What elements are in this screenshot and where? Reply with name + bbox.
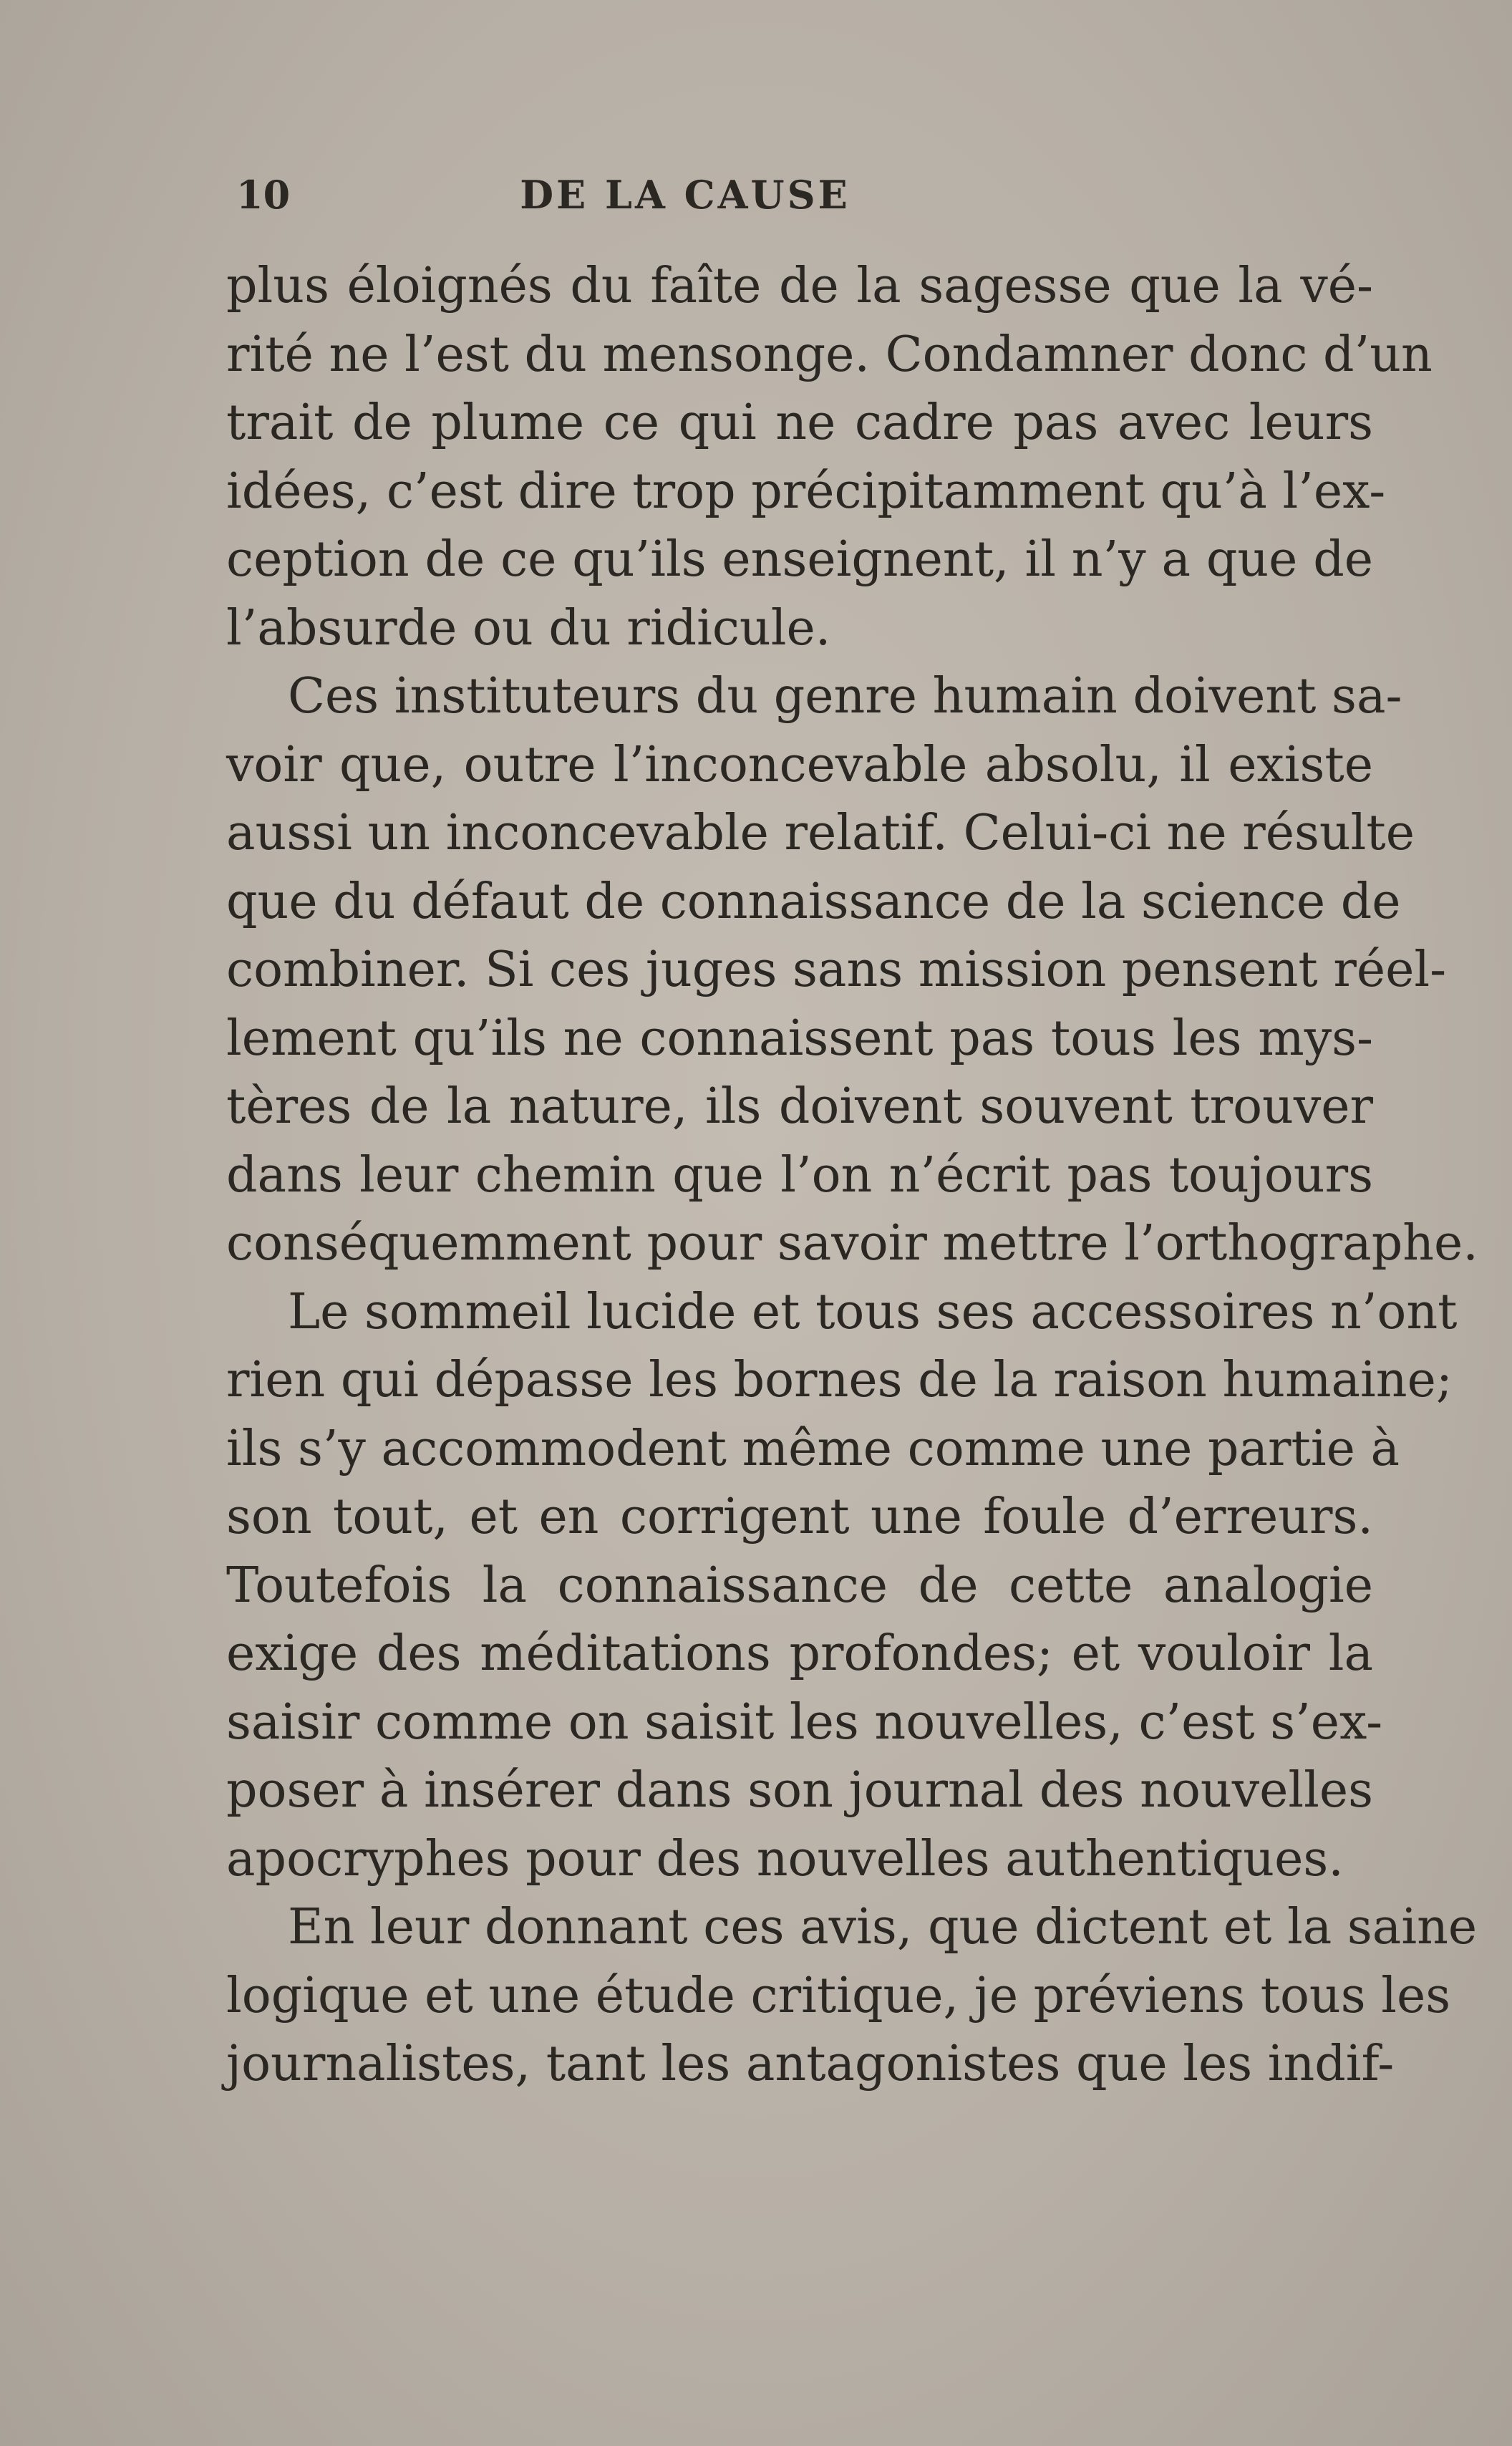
text-line: ils s’y accommodent même comme une partie à [226,1420,1400,1477]
text-line: lement qu’ils ne connaissent pas tous les mys- [226,1010,1373,1067]
text-line: son tout, et en corrigent une foule d’erreurs. [226,1489,1373,1545]
text-line: logique et une étude critique, je préviens tous les [226,1967,1451,2024]
page-text [226,252,1478,2099]
text-line: conséquemment pour savoir mettre l’orthographe. [226,1215,1478,1272]
page-header [226,172,1373,229]
text-line: aussi un inconcevable relatif. Celui-ci ne résulte [226,805,1415,861]
page-number: 10 [236,172,291,218]
text-line: Toutefois la connaissance de cette analogie [226,1557,1373,1614]
text-line: saisir comme on saisit les nouvelles, c’est s’ex- [226,1693,1383,1751]
text-line: dans leur chemin que l’on n’écrit pas toujours [226,1146,1373,1204]
text-line: apocryphes pour des nouvelles authentiques. [226,1830,1344,1887]
text-line: journalistes, tant les antagonistes que les indif- [226,2036,1395,2092]
text-line: combiner. Si ces juges sans mission pensent réel- [226,942,1447,998]
text-line: tères de la nature, ils doivent souvent trouver [226,1078,1373,1135]
text-line: exige des méditations profondes; et vouloir la [226,1625,1373,1682]
text-line: Ces instituteurs du genre humain doivent sa- [288,668,1402,725]
text-line: que du défaut de connaissance de la science de [226,873,1401,930]
text-line: voir que, outre l’inconcevable absolu, il existe [226,736,1373,793]
text-line: trait de plume ce qui ne cadre pas avec leurs [226,395,1373,451]
text-line: rité ne l’est du mensonge. Condamner donc d’un [226,326,1433,383]
text-line: plus éloignés du faîte de la sagesse que la vé- [226,258,1373,314]
text-line: poser à insérer dans son journal des nouvelles [226,1762,1373,1819]
text-line: rien qui dépasse les bornes de la raison humaine; [226,1352,1453,1408]
text-line: Le sommeil lucide et tous ses accessoires n’ont [288,1283,1458,1340]
text-line: ception de ce qu’ils enseignent, il n’y a que de [226,531,1373,588]
text-line: En leur donnant ces avis, que dictent et la saine [288,1899,1478,1956]
running-head: DE LA CAUSE [520,172,850,218]
text-line: idées, c’est dire trop précipitamment qu’à l’ex- [226,463,1386,520]
text-line: l’absurde ou du ridicule. [226,599,831,657]
